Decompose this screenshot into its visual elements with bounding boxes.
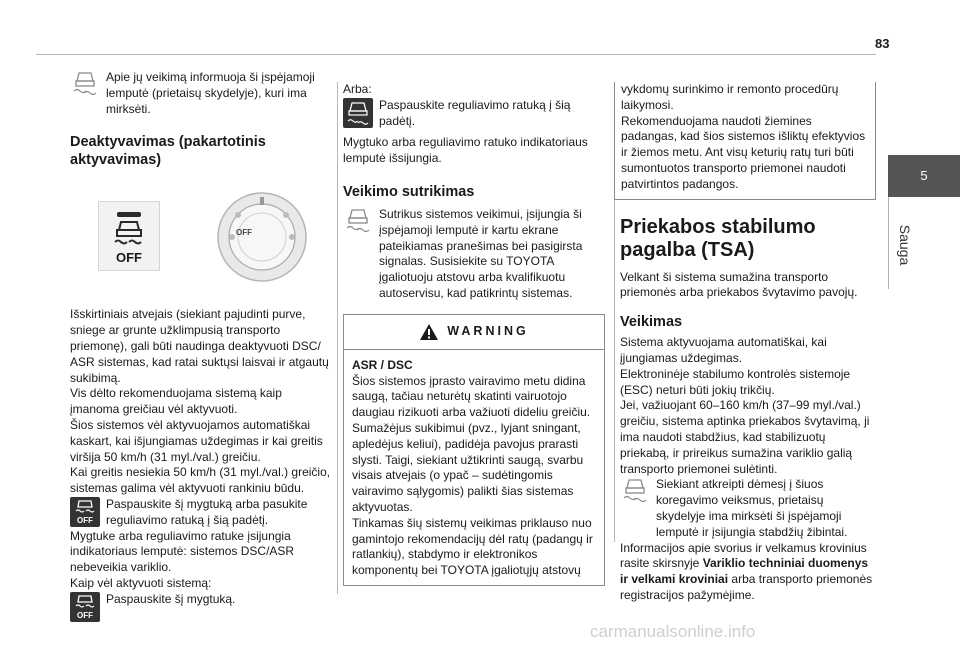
heading-fault: Veikimo sutrikimas <box>343 183 475 200</box>
warning-header <box>344 315 604 350</box>
paragraph: Išskirtiniais atvejais (siekiant pajudinti purve, sniege ar grunte užklimpusią transporto priemonę), gali būti naudinga deaktyvuoti DSC/ ASR sistemas, kad ratai suktųsi laisvai ir atgautų sukibimą. <box>70 307 329 385</box>
column-2 <box>343 82 605 586</box>
paragraph: Mygtuke arba reguliavimo ratuke įsijungia indikatoriaus lemputė: sistemos DSC/ASR nebeveikia variklio. <box>70 528 295 575</box>
paragraph: Rekomenduojama naudoti žiemines padangas, kad šios sistemos išliktų efektyvios ir žiemos metu. Ant visų keturių ratų turi būti sumontuotos transporto priemonei naudoti patvirtintos padangos. <box>621 113 866 191</box>
fault-note: Sutrikus sistemos veikimui, įsijungia ši įspėjamoji lemputė ir kartu ekrane pateikiamas pranešimas bei pasigirsta signalas. Susisiekite su TOYOTA įgaliotuoju atstovu arba kvalifikuotu autoservisu, kad patikrintų sistemas. <box>343 207 605 302</box>
section-tab[interactable] <box>888 155 960 197</box>
column-separator <box>337 82 338 594</box>
tsa-lamp-note: Siekiant atkreipti dėmesį į šiuos koregavimo veiksmus, prietaisų skydelyje ima mirksėti ši įspėjamoji lemputė ir įsijungia stabdžių žibintai. <box>620 477 876 540</box>
paragraph: Kai greitis nesiekia 50 km/h (31 myl./val.) greičio, sistemas galima vėl aktyvuoti rankiniu būdu. <box>70 465 331 496</box>
knob-position-instruction: Paspauskite reguliavimo ratuką į šią padėtį. <box>343 98 605 130</box>
off-button-photo <box>98 201 160 271</box>
warning-lamp-note: Apie jų veikimą informuoja ši įspėjamoji lemputė (prietaisų skydelyje), kuri ima mirksėti. <box>70 70 332 117</box>
paragraph: vykdomų surinkimo ir remonto procedūrų laikymosi. <box>621 82 839 112</box>
header-rule <box>36 54 876 55</box>
column-3 <box>620 82 876 604</box>
warning-body <box>344 350 604 585</box>
skid-button-icon <box>343 98 373 128</box>
paragraph: Sumažėjus sukibimui (pvz., lyjant sningant, apledėjus keliui), padidėja pavojus prarasti slysti. Taigi, siekiant užtikrinti saugą, svarbu visais atvejais (o ypač – sudėtingomis vairavimo sąlygomis) palikti šias sistemas aktyvuotas. <box>352 420 584 514</box>
heading-operation: Veikimas <box>620 314 683 331</box>
watermark: carmanualsonline.info <box>590 622 756 641</box>
warning-continuation <box>614 82 876 200</box>
esp-off-button-icon <box>70 592 100 622</box>
control-photos <box>70 191 332 283</box>
reference-link[interactable]: Variklio techniniai duomenys ir velkami kroviniai <box>620 556 869 587</box>
terrain-knob-icon <box>216 191 308 283</box>
heading-tsa: Priekabos stabilumo pagalba (TSA) <box>620 215 816 261</box>
section-tab-label: Sauga <box>897 224 913 266</box>
skid-warning-lamp-icon <box>620 478 650 502</box>
skid-warning-lamp-icon <box>70 71 100 95</box>
knob-off-label: OFF <box>236 228 252 238</box>
knob-photo <box>216 191 308 283</box>
off-button-instruction: OFF Paspauskite šį mygtuką arba pasukite reguliavimo ratuką į šią padėtį. <box>70 497 332 529</box>
off-button-label: OFF <box>116 250 142 266</box>
column-1 <box>70 70 332 620</box>
paragraph: Mygtuko arba reguliavimo ratuko indikatoriaus lemputė išsijungia. <box>343 135 588 166</box>
page-number: 83 <box>875 36 890 51</box>
paragraph: Jei, važiuojant 60–160 km/h (37–99 myl./val.) greičiu, sistema aptinka priekabos švytavimą, ji ima naudoti stabdžius, kad stabilizuotų priekabą, ir prireikus sumažina variklio galią transporto priemonei sulėtinti. <box>620 398 870 476</box>
esp-off-button-icon <box>70 497 100 527</box>
paragraph: Kaip vėl aktyvuoti sistemą: <box>70 575 212 590</box>
svg-text:OFF: OFF <box>77 610 93 620</box>
heading-deactivation: Deaktyvavimas (pakartotinis aktyvavimas) <box>70 134 266 169</box>
paragraph: Velkant ši sistema sumažina transporto priemonės arba priekabos švytavimo pavojų. <box>620 269 858 300</box>
paragraph: Tinkamas šių sistemų veikimas priklauso nuo gamintojo rekomendacijų dėl ratų (padangų ir ratlankių), stabdymo ir elektronikos komponentų bei TOYOTA įgaliotųjų atstovų <box>352 515 593 578</box>
paragraph: Šios sistemos įprasto vairavimo metu didina saugą, tačiau neturėtų skatinti vairuotojo daugiau rizikuoti arba važiuoti dideliu greičiu. <box>352 373 591 420</box>
paragraph: Sistema aktyvuojama automatiškai, kai įjungiamas uždegimas. <box>620 335 827 365</box>
tab-divider <box>888 197 889 289</box>
paragraph: Vis dėlto rekomenduojama sistemą kaip įmanoma greičiau vėl aktyvuoti. <box>70 386 282 417</box>
section-tab-number: 5 <box>920 168 928 183</box>
skid-warning-lamp-icon <box>343 208 373 232</box>
reactivate-instruction: OFF Paspauskite šį mygtuką. <box>70 592 332 608</box>
reference-paragraph: Informacijos apie svorius ir velkamus krovinius rasite skirsnyje Variklio techniniai duomenys ir velkami kroviniai arba transporto priemonės registracijos pažymėjime. <box>620 540 873 602</box>
warning-triangle-icon <box>419 323 439 341</box>
warning-box <box>343 314 605 586</box>
warning-title: WARNING <box>447 323 529 338</box>
paragraph: Šios sistemos vėl aktyvuojamos automatiškai kaskart, kai išjungiamas uždegimas ir kai greitis viršija 50 km/h (31 myl./val.) greičiu. <box>70 417 323 464</box>
svg-text:OFF: OFF <box>77 515 93 525</box>
paragraph: Elektroninėje stabilumo kontrolės sistemoje (ESC) neturi būti jokių trikčių. <box>620 366 851 397</box>
warning-subheading: ASR / DSC <box>352 357 413 372</box>
paragraph: Arba: <box>343 82 372 96</box>
